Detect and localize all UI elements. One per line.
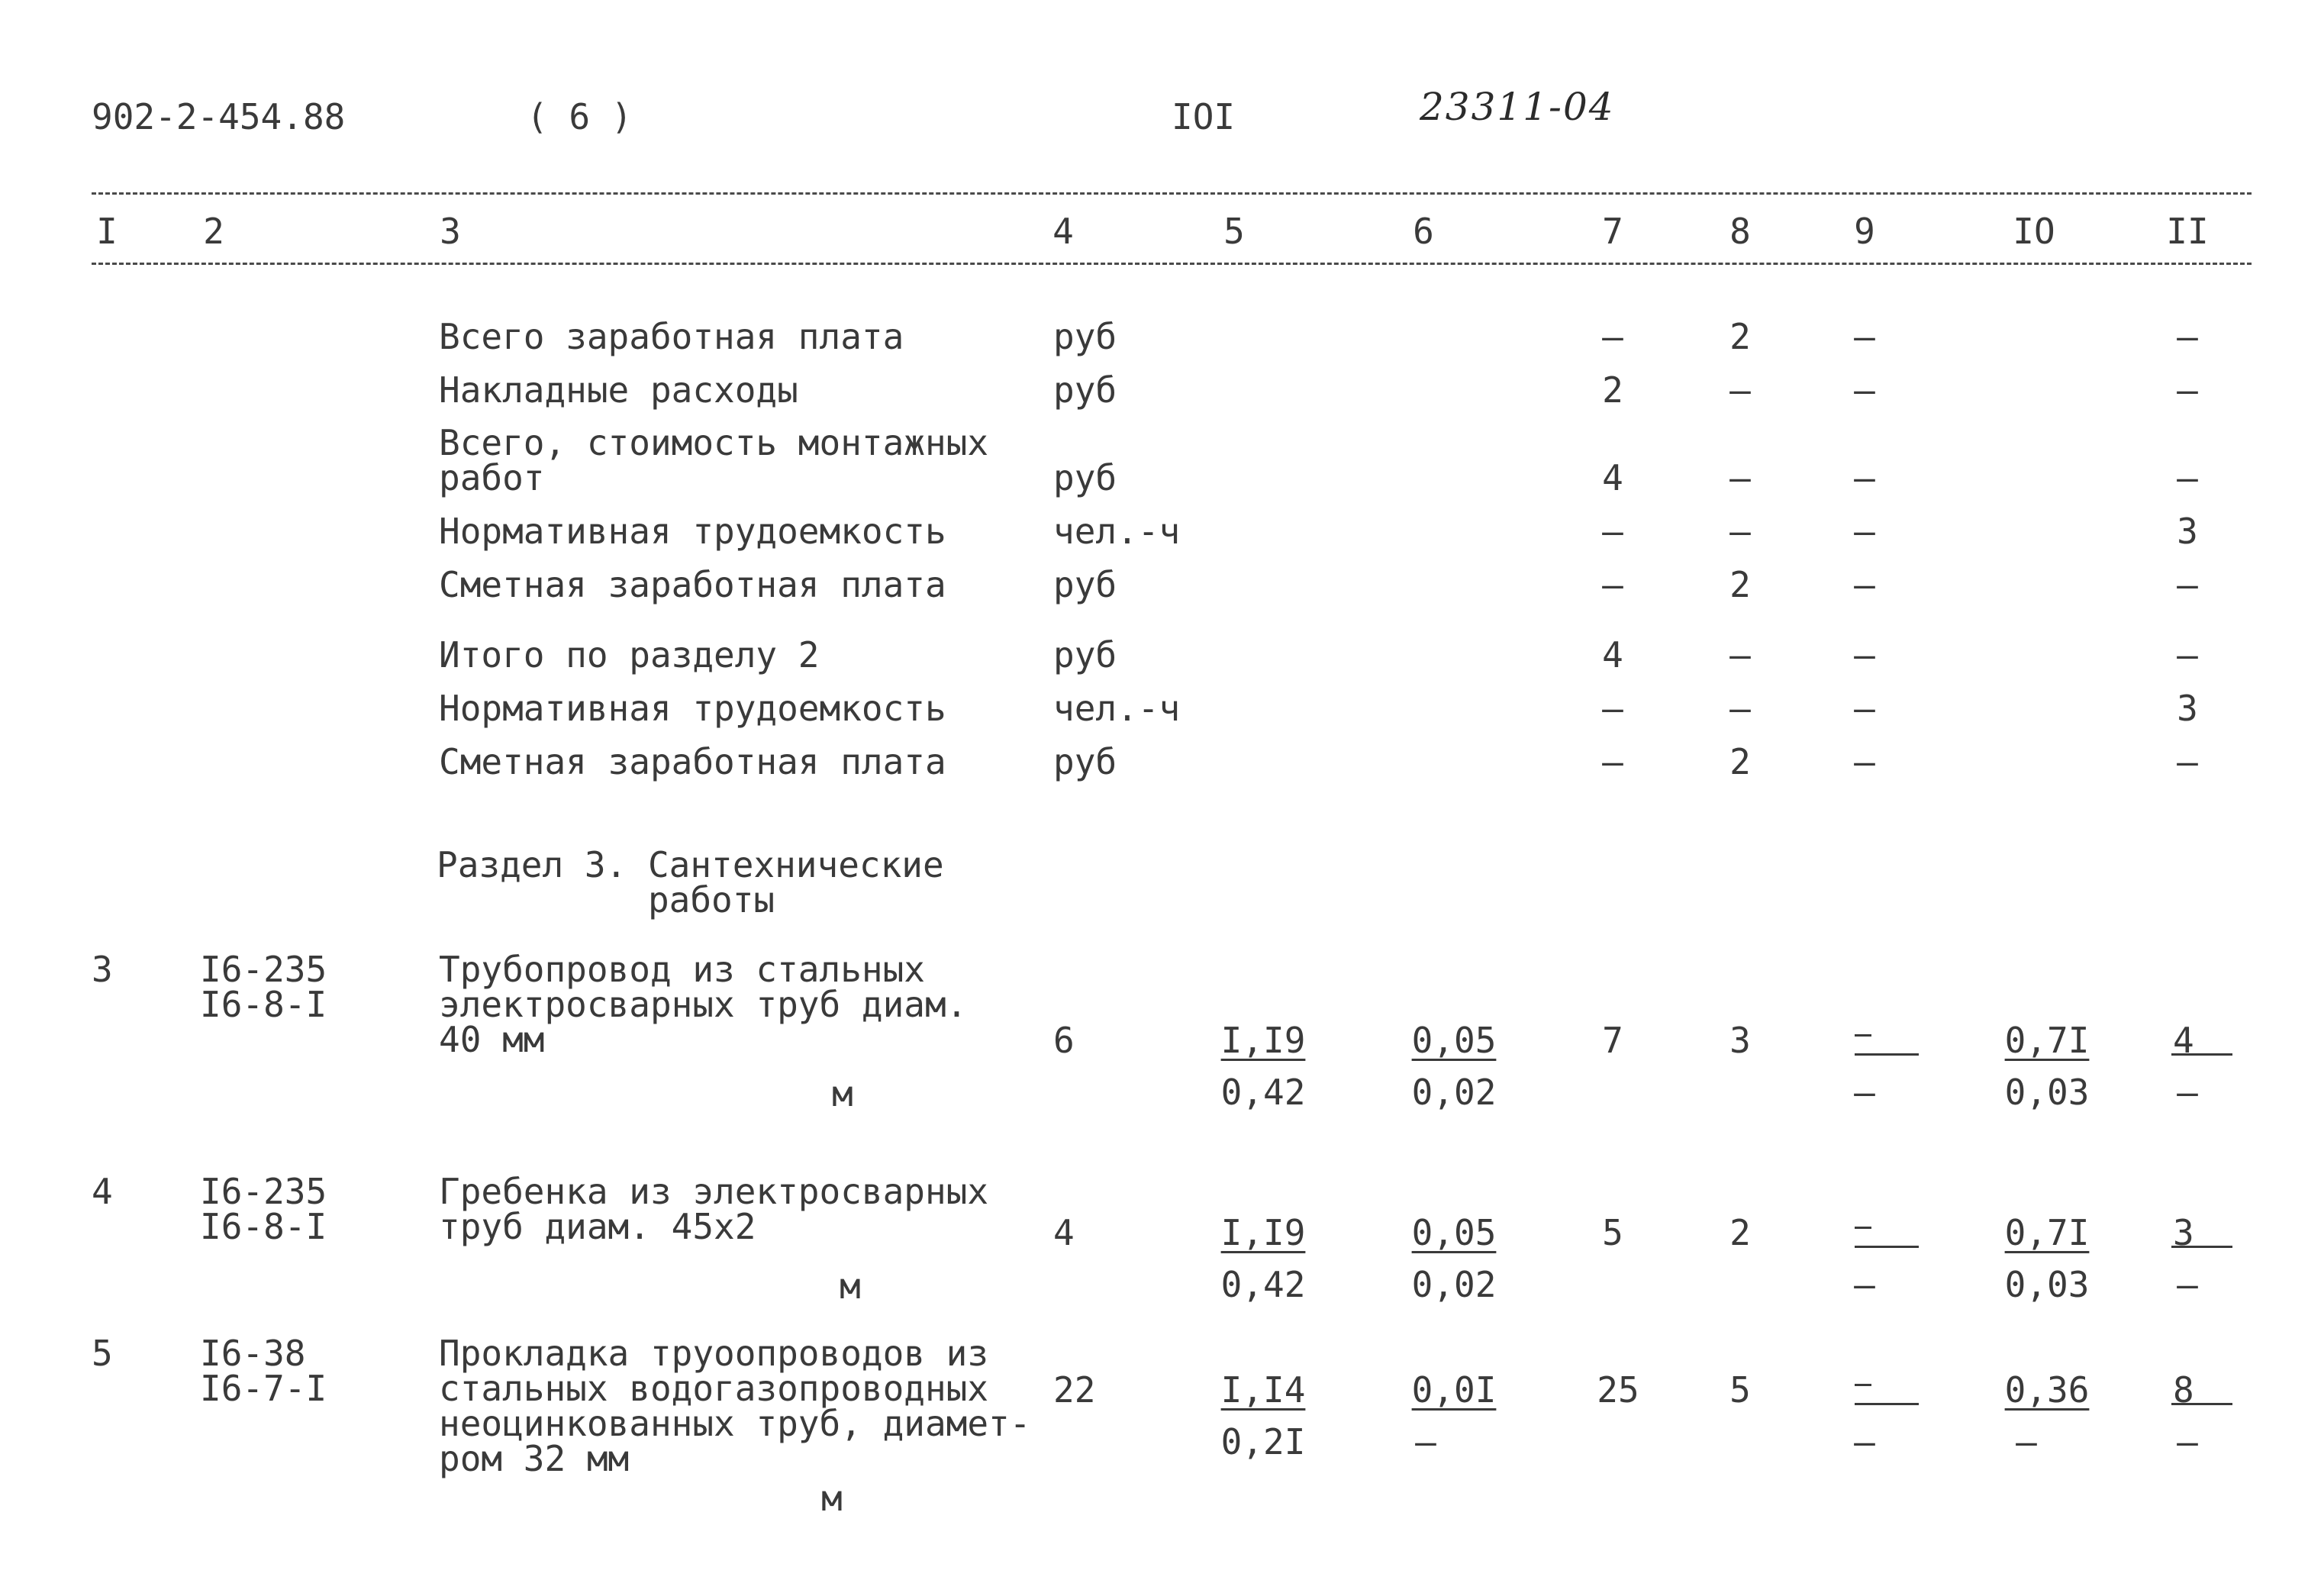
summary-c8: 2	[1729, 741, 1751, 782]
item-code	[200, 1171, 327, 1247]
summary-c11: 3	[2177, 511, 2198, 552]
item-c9-top	[1855, 1025, 1919, 1061]
summary-c8: 2	[1729, 564, 1751, 605]
item-c10-bottom: 0,03	[2004, 1264, 2090, 1305]
underline	[2171, 1212, 2232, 1253]
summary-unit: руб	[1053, 457, 1117, 498]
summary-unit: руб	[1053, 316, 1117, 357]
summary-name: Накладные расходы	[439, 369, 798, 411]
item-c6-top: 0,0I	[1411, 1369, 1497, 1411]
sheet-number: ( 6 )	[527, 96, 633, 137]
item-c11-top-text: 8	[2173, 1369, 2194, 1411]
item-c11-top	[2171, 1020, 2232, 1061]
underline	[2171, 1369, 2232, 1411]
item-c6-top: 0,05	[1411, 1212, 1497, 1253]
summary-c9: –	[1854, 316, 1875, 357]
item-c5-bottom: 0,42	[1220, 1264, 1306, 1305]
summary-unit: руб	[1053, 564, 1117, 605]
underlined-dash	[1855, 1217, 1919, 1248]
item-c10-bottom: 0,03	[2004, 1072, 2090, 1113]
item-description	[439, 1171, 989, 1247]
summary-c11: –	[2177, 457, 2198, 498]
item-quantity: 22	[1053, 1369, 1096, 1411]
col-header-7: 7	[1602, 211, 1623, 252]
summary-unit: руб	[1053, 634, 1117, 675]
summary-c9: –	[1854, 688, 1875, 729]
summary-c7: 4	[1602, 634, 1623, 675]
item-c6-bottom: –	[1415, 1421, 1436, 1462]
item-quantity: 6	[1053, 1020, 1075, 1061]
item-code	[200, 949, 327, 1025]
item-c10-top: 0,7I	[2004, 1212, 2090, 1253]
section-title	[437, 844, 944, 921]
header-rule-bottom	[92, 263, 2252, 265]
summary-c7: –	[1602, 741, 1623, 782]
item-unit-label: м	[821, 1478, 843, 1519]
page-number: IOI	[1172, 96, 1236, 137]
section-title-text: Раздел 3. Сантехнические работы	[437, 844, 944, 921]
item-number: 4	[92, 1171, 113, 1212]
summary-c7: –	[1602, 688, 1623, 729]
summary-c8: 2	[1729, 316, 1751, 357]
item-description-text: Трубопровод из стальных электросварных труб диам. 40 мм	[439, 949, 968, 1060]
summary-c9: –	[1854, 369, 1875, 411]
item-c11-top	[2171, 1212, 2232, 1253]
item-c5-top: I,I4	[1220, 1369, 1306, 1411]
underlined-dash	[1855, 1375, 1919, 1405]
summary-unit: руб	[1053, 369, 1117, 411]
summary-c7: –	[1602, 511, 1623, 552]
item-c11-bottom: –	[2177, 1421, 2198, 1462]
item-c11-bottom: –	[2177, 1072, 2198, 1113]
handwritten-stamp: 23311-04	[1420, 85, 1615, 129]
summary-c9: –	[1854, 741, 1875, 782]
item-c8: 2	[1729, 1212, 1751, 1253]
summary-c8: –	[1729, 457, 1751, 498]
col-header-6: 6	[1413, 211, 1434, 252]
item-c7: 7	[1602, 1020, 1623, 1061]
summary-c9: –	[1854, 634, 1875, 675]
col-header-5: 5	[1223, 211, 1245, 252]
item-number: 3	[92, 949, 113, 990]
item-code	[200, 1333, 327, 1409]
summary-c7: 4	[1602, 457, 1623, 498]
summary-c11: 3	[2177, 688, 2198, 729]
item-code-text: I6-235 I6-8-I	[200, 949, 327, 1025]
item-c11-top	[2171, 1369, 2232, 1411]
item-c8: 5	[1729, 1369, 1751, 1411]
item-c10-bottom: –	[2016, 1421, 2037, 1462]
summary-c8: –	[1729, 688, 1751, 729]
summary-name: Сметная заработная плата	[439, 564, 946, 605]
item-c9-top	[1855, 1217, 1919, 1253]
summary-name	[439, 422, 989, 498]
item-c9-bottom: –	[1854, 1264, 1875, 1305]
summary-c8: –	[1729, 634, 1751, 675]
item-code-text: I6-235 I6-8-I	[200, 1171, 327, 1247]
summary-c7: 2	[1602, 369, 1623, 411]
summary-name-text: Всего, стоимость монтажных работ	[439, 422, 989, 498]
summary-c11: –	[2177, 369, 2198, 411]
summary-c11: –	[2177, 316, 2198, 357]
summary-c7: –	[1602, 564, 1623, 605]
summary-unit: чел.-ч	[1053, 688, 1181, 729]
underline	[2171, 1020, 2232, 1061]
col-header-1: I	[96, 211, 118, 252]
summary-c11: –	[2177, 564, 2198, 605]
item-c9-bottom: –	[1854, 1421, 1875, 1462]
summary-c8: –	[1729, 511, 1751, 552]
summary-c11: –	[2177, 634, 2198, 675]
item-c5-bottom: 0,2I	[1220, 1421, 1306, 1462]
item-c7: 5	[1602, 1212, 1623, 1253]
summary-c9: –	[1854, 511, 1875, 552]
item-number: 5	[92, 1333, 113, 1374]
summary-name: Всего заработная плата	[439, 316, 904, 357]
summary-c9: –	[1854, 457, 1875, 498]
summary-name: Нормативная трудоемкость	[439, 511, 946, 552]
summary-unit: чел.-ч	[1053, 511, 1181, 552]
col-header-3: 3	[440, 211, 461, 252]
item-unit-label: м	[840, 1266, 861, 1307]
col-header-11: II	[2166, 211, 2209, 252]
summary-name: Сметная заработная плата	[439, 741, 946, 782]
summary-name: Нормативная трудоемкость	[439, 688, 946, 729]
summary-c8: –	[1729, 369, 1751, 411]
item-description	[439, 949, 968, 1060]
underlined-dash	[1855, 1025, 1919, 1056]
item-c10-top: 0,36	[2004, 1369, 2090, 1411]
item-c5-bottom: 0,42	[1220, 1072, 1306, 1113]
item-c7: 25	[1597, 1369, 1639, 1411]
col-header-8: 8	[1729, 211, 1751, 252]
item-description-text: Прокладка труоопроводов из стальных водогазопроводных неоцинкованных труб, диамет- ром 32 мм	[439, 1333, 1031, 1479]
item-c6-top: 0,05	[1411, 1020, 1497, 1061]
item-c10-top: 0,7I	[2004, 1020, 2090, 1061]
item-c5-top: I,I9	[1220, 1212, 1306, 1253]
item-c11-bottom: –	[2177, 1264, 2198, 1305]
item-c6-bottom: 0,02	[1411, 1264, 1497, 1305]
item-description	[439, 1333, 1031, 1479]
summary-unit: руб	[1053, 741, 1117, 782]
summary-c7: –	[1602, 316, 1623, 357]
col-header-4: 4	[1052, 211, 1074, 252]
item-quantity: 4	[1053, 1212, 1075, 1253]
item-code-text: I6-38 I6-7-I	[200, 1333, 327, 1409]
summary-c11: –	[2177, 741, 2198, 782]
col-header-9: 9	[1854, 211, 1875, 252]
summary-name: Итого по разделу 2	[439, 634, 820, 675]
item-c9-bottom: –	[1854, 1072, 1875, 1113]
summary-c9: –	[1854, 564, 1875, 605]
item-c6-bottom: 0,02	[1411, 1072, 1497, 1113]
item-c5-top: I,I9	[1220, 1020, 1306, 1061]
col-header-2: 2	[203, 211, 224, 252]
item-description-text: Гребенка из электросварных труб диам. 45х2	[439, 1171, 989, 1247]
doc-code: 902-2-454.88	[92, 96, 346, 137]
item-c8: 3	[1729, 1020, 1751, 1061]
item-c11-top-text: 4	[2173, 1020, 2194, 1061]
item-c9-top	[1855, 1375, 1919, 1411]
header-rule-top	[92, 192, 2252, 195]
item-c11-top-text: 3	[2173, 1212, 2194, 1253]
item-unit-label: м	[832, 1073, 853, 1114]
col-header-10: IO	[2013, 211, 2055, 252]
